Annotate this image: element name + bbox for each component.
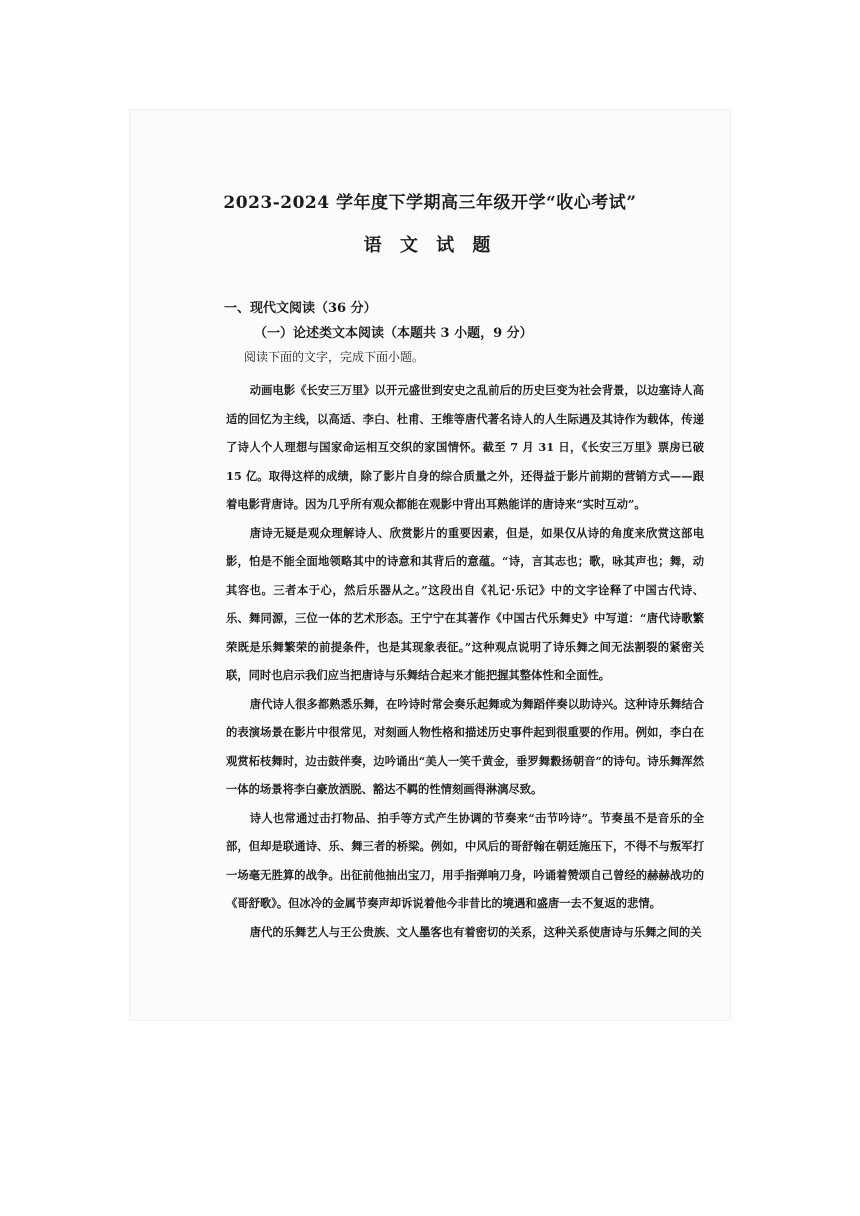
exam-title: 2023-2024 学年度下学期高三年级开学“收心考试” (223, 193, 637, 213)
reading-passage (226, 376, 704, 946)
passage-paragraph-2: 唐诗无疑是观众理解诗人、欣赏影片的重要因素，但是，如果仅从诗的角度来欣赏这部电影，怕是不能全面地领略其中的诗意和其背后的意蕴。“诗，言其志也；歌，咏其声也；舞，动其容也。三者本于心，然后乐器从之。”这段出自《礼记·乐记》中的文字诠释了中国古代诗、乐、舞同源，三位一体的艺术形态。王宁宁在其著作《中国古代乐舞史》中写道：“唐代诗歌繁荣既是乐舞繁荣的前提条件，也是其现象表征。”这种观点说明了诗乐舞之间无法割裂的紧密关联，同时也启示我们应当把唐诗与乐舞结合起来才能把握其整体性和全面性。 (226, 525, 704, 682)
exam-paper (130, 110, 730, 1020)
passage-paragraph-3: 唐代诗人很多都熟悉乐舞，在吟诗时常会奏乐起舞或为舞蹈伴奏以助诗兴。这种诗乐舞结合的表演场景在影片中很常见，对刻画人物性格和描述历史事件起到很重要的作用。例如，李白在观赏柘枝舞时，边击鼓伴奏，边吟诵出“美人一笑千黄金，垂罗舞縠扬朝音”的诗句。诗乐舞浑然一体的场景将李白豪放洒脱、豁达不羁的性情刻画得淋漓尽致。 (226, 696, 704, 796)
section-heading: 一、现代文阅读（36 分） (224, 301, 377, 316)
sub-section-heading: （一）论述类文本阅读（本题共 3 小题，9 分） (254, 326, 533, 341)
exam-subtitle: 语 文 试 题 (363, 235, 497, 256)
passage-paragraph-4: 诗人也常通过击打物品、拍手等方式产生协调的节奏来“击节吟诗”。节奏虽不是音乐的全部，但却是联通诗、乐、舞三者的桥梁。例如，中风后的哥舒翰在朝廷施压下，不得不与叛军打一场毫无胜算的战争。出征前他抽出宝刀，用手指弹响刀身，吟诵着赞颂自己曾经的赫赫战功的《哥舒歌》。但冰冷的金属节奏声却诉说着他今非昔比的境遇和盛唐一去不复返的悲情。 (226, 810, 704, 910)
reading-instruction: 阅读下面的文字，完成下面小题。 (244, 350, 425, 364)
passage-paragraph-5: 唐代的乐舞艺人与王公贵族、文人墨客也有着密切的关系，这种关系使唐诗与乐舞之间的关 (249, 924, 702, 939)
passage-paragraph-1: 动画电影《长安三万里》以开元盛世到安史之乱前后的历史巨变为社会背景，以边塞诗人高适的回忆为主线，以高适、李白、杜甫、王维等唐代著名诗人的人生际遇及其诗作为载体，传递了诗人个人理想与国家命运相互交织的家国情怀。截至 7 月 31 日，《长安三万里》票房已破 15 亿。取得这样的成绩，除了影片自身的综合质量之外，还得益于影片前期的营销方式——跟着电影背唐诗。因为几乎所有观众都能在观影中背出耳熟能详的唐诗来“实时互动”。 (226, 383, 704, 511)
